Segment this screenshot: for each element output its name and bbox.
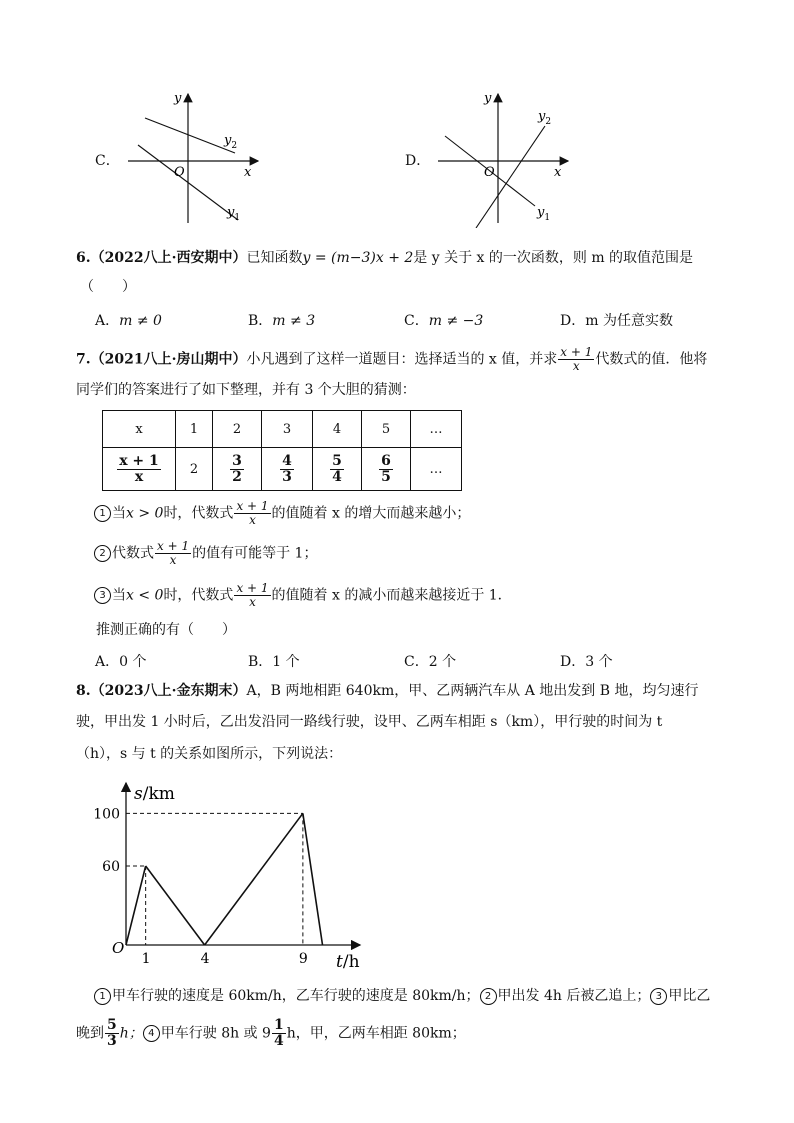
table-cell: 1 <box>176 411 213 448</box>
series-segment <box>146 866 205 945</box>
x-tick-label: 1 <box>141 951 151 967</box>
q7-guess-2: 2 代数式 $\frac{x + 1}{x}$ 的值有可能等于 1； <box>94 540 317 567</box>
table-cell: 5 <box>362 411 411 448</box>
table-cell: $\frac{6}{5}$ <box>362 448 411 491</box>
y-tick-label: 100 <box>93 806 120 823</box>
graph-c-y2-label: $y_2$ <box>224 133 238 151</box>
table-cell: $\frac{4}{3}$ <box>262 448 313 491</box>
table-cell: $\frac{5}{4}$ <box>313 448 362 491</box>
table-cell: x <box>103 411 176 448</box>
y-tick-label: 60 <box>102 859 120 875</box>
q8-stem-line3: （h），s 与 t 的关系如图所示，下列说法： <box>76 746 343 762</box>
q8-statements-line2: 晚到 $\frac{5}{3}$ h； 4 甲车行驶 8h 或 9 $\frac{1}{4}$ h，甲，乙两车相距 80km； <box>76 1017 466 1049</box>
q6-option-d: D．m 为任意实数 <box>560 313 673 329</box>
q7-guess-1: 1 当x > 0时，代数式 $\frac{x + 1}{x}$ 的值随着 x 的增大而越来越小； <box>94 500 470 527</box>
table-cell: 3 <box>262 411 313 448</box>
q7-stem: 7.（2021八上·房山期中）小凡遇到了这样一道题目：选择适当的 x 值，并求 $\frac{x + 1}{x}$ 代数式的值．他将 <box>76 345 708 373</box>
table-cell: 2 <box>213 411 262 448</box>
table-cell: $\frac{x + 1}{x}$ <box>103 448 176 491</box>
q7-option-a: A．0 个 <box>95 654 147 670</box>
q7-ask: 推测正确的有（ ） <box>96 622 236 638</box>
series-segment <box>303 813 323 945</box>
graph-c-x-label: x <box>244 165 252 180</box>
series-segment <box>126 866 146 945</box>
distance-time-chart <box>90 775 380 975</box>
graph-c-y1-label: $y_1$ <box>227 205 241 223</box>
table-cell: $\frac{3}{2}$ <box>213 448 262 491</box>
graph-d <box>430 88 580 228</box>
q6-option-b: B．m ≠ 3 <box>248 313 316 329</box>
q7-guess-3: 3 当x < 0时，代数式 $\frac{x + 1}{x}$ 的值随着 x 的减小而越来越接近于 1． <box>94 582 512 609</box>
graph-c-line-y2 <box>145 118 238 153</box>
x-tick-label: 4 <box>200 951 210 967</box>
q7-stem-line2: 同学们的答案进行了如下整理，并有 3 个大胆的猜测： <box>76 382 416 398</box>
q8-statements-line1: 1 甲车行驶的速度是 60km/h，乙车行驶的速度是 80km/h； 2 甲出发 4h 后被乙追上； 3 甲比乙 <box>94 986 710 1006</box>
q7-option-b: B．1 个 <box>248 654 300 670</box>
x-axis-label: t/h <box>336 952 360 972</box>
option-d-label: D． <box>405 153 431 169</box>
table-cell: … <box>411 448 462 491</box>
graph-c <box>120 88 270 228</box>
table-cell: … <box>411 411 462 448</box>
graph-d-x-label: x <box>554 165 562 180</box>
graph-c-y-label: y <box>174 91 182 106</box>
q7-value-table <box>102 410 462 491</box>
q6-option-c: C．m ≠ −3 <box>404 313 484 329</box>
graph-d-origin: O <box>484 165 495 180</box>
graph-d-y-label: y <box>484 91 492 106</box>
graph-c-origin: O <box>174 165 185 180</box>
q6-stem: 6.（2022八上·西安期中）已知函数y = (m−3)x + 2是 y 关于 x 的一次函数，则 m 的取值范围是 <box>76 250 694 266</box>
y-axis-label: s/km <box>134 784 175 804</box>
x-tick-label: 9 <box>298 951 308 967</box>
q6-paren: （ ） <box>80 279 136 295</box>
graph-d-y1-label: $y_1$ <box>537 205 551 223</box>
option-c-label: C． <box>95 153 120 169</box>
graph-d-y2-label: $y_2$ <box>538 109 552 127</box>
origin-label: O <box>112 939 125 957</box>
q7-option-d: D．3 个 <box>560 654 613 670</box>
q8-stem-line1: 8.（2023八上·金东期末）A，B 两地相距 640km，甲、乙两辆汽车从 A 地出发到 B 地，均匀速行 <box>76 683 699 699</box>
table-cell: 2 <box>176 448 213 491</box>
series-segment <box>205 813 303 945</box>
q6-option-a: A．m ≠ 0 <box>95 313 162 329</box>
q7-option-c: C．2 个 <box>404 654 457 670</box>
table-cell: 4 <box>313 411 362 448</box>
q8-stem-line2: 驶，甲出发 1 小时后，乙出发沿同一路线行驶，设甲、乙两车相距 s（km），甲行驶的时间为 t <box>76 714 663 730</box>
